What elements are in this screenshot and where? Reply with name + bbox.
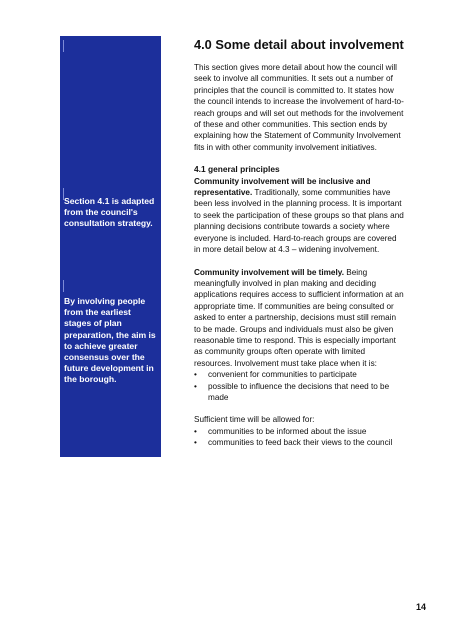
list-item: • possible to influence the decisions that need to be made	[194, 381, 390, 402]
sidebar-marker	[63, 40, 64, 52]
bullet-icon: •	[194, 426, 197, 436]
list-item: • communities to feed back their views to the council	[194, 438, 393, 448]
bullet-icon: •	[194, 381, 197, 391]
list-item: • convenient for communities to participate	[194, 370, 357, 380]
principle-lead: Community involvement will be timely.	[194, 267, 344, 277]
sidebar-note-consensus: By involving people from the earliest stages of plan preparation, the aim is to achieve greater consensus over the future development in the borough.	[64, 296, 156, 385]
list-item: • communities to be informed about the issue	[194, 426, 367, 436]
time-list	[194, 426, 404, 449]
bullet-icon: •	[194, 438, 197, 448]
intro-paragraph: This section gives more detail about how the council will seek to involve all communities. It sets out a number of principles that the council is committed to. It states how the council intends to increase the involvement of hard-to-reach groups and will set out methods for the involvement of these and other communities. This section ends by explaining how the Statement of Community Involvement fits in with other community involvement initiatives.	[194, 63, 404, 152]
bullet-icon: •	[194, 370, 197, 380]
section-heading: 4.0 Some detail about involvement	[194, 37, 404, 52]
sufficient-time-text: Sufficient time will be allowed for:	[194, 415, 315, 425]
margin-notes-sidebar	[60, 36, 161, 457]
principle-body: Being meaningfully involved in plan making and deciding applications requires access to sufficient information at an appropriate time. If communities are being consulted or asked to enter a partnership, decisions must still remain to be made. Groups and individuals must also be given reasonable time to respond. This is especially important as community groups often operate with limited resources. Involvement must take place when it is:	[194, 267, 404, 368]
principle-timely	[194, 267, 404, 370]
subsection-heading: 4.1 general principles	[194, 164, 280, 175]
conditions-list	[194, 369, 404, 403]
principle-lead: Community involvement will be inclusive and representative.	[194, 176, 371, 198]
principle-body: Traditionally, some communities have been less involved in the planning process. It is important to seek the participation of these groups so that plans and planning decisions contribute towards a society where everyone is included. Hard-to-reach groups are covered in more detail below at 4.3 – widening involvement.	[194, 188, 404, 255]
sidebar-marker	[63, 280, 64, 292]
sidebar-note-source: Section 4.1 is adapted from the council's consultation strategy.	[64, 196, 155, 229]
principle-inclusive	[194, 176, 404, 256]
main-content	[194, 36, 404, 449]
page-number: 14	[416, 602, 427, 612]
